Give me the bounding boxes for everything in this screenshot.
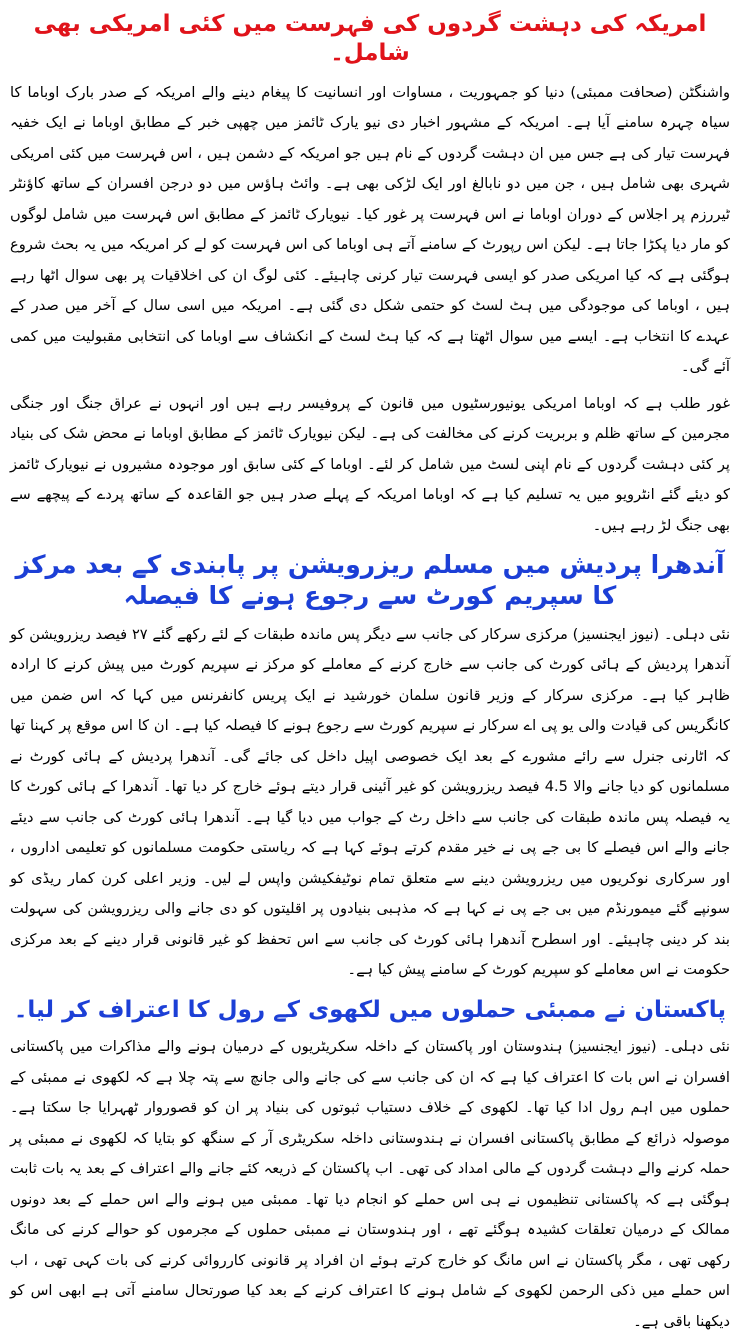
article-paragraph: نئی دہلی۔ (نیوز ایجنسیز) مرکزی سرکار کی جانب سے دیگر پس ماندہ طبقات کے لئے رکھے گئے ۲۷ فیصد ریزرویشن کو آندھرا پردیش کے ہائی کورٹ کی جانب سے خارج کرنے کے معاملے کو مرکز نے سپریم کورٹ میں پیش کرنے کا ارادہ ظاہر کیا ہے۔ مرکزی سرکار کے وزیر قانون سلمان خورشید نے ایک پریس کانفرنس میں کہا کہ اس ضمن میں کانگریس کی قیادت والی یو پی اے سرکار نے سپریم کورٹ سے رجوع ہونے کا فیصلہ کیا ہے۔ ان کا اس موقع پر کہنا تھا کہ اٹارنی جنرل سے رائے مشورے کے بعد ایک خصوصی اپیل داخل کی جائے گی۔ آندھرا پردیش کے ہائی کورٹ نے مسلمانوں کو دیا جانے والا 4.5 فیصد ریزرویشن کو غیر آئینی قرار دیتے ہوئے خارج کر دیا تھا۔ آندھرا کے ہائی کورٹ کا یہ فیصلہ پس ماندہ طبقات کی جانب سے داخل رٹ کے جواب میں دیا گیا ہے۔ آندھرا ہائی کورٹ کی جانب سے دیئے جانے والے اس فیصلے کا بی جے پی نے خیر مقدم کرتے ہوئے کہا ہے کہ ریاستی حکومت مسلمانوں کو تعلیمی اداروں ، اور سرکاری نوکریوں میں ریزرویشن دینے سے متعلق تمام نوٹیفکیشن واپس لے لیں۔ وزیر اعلی کرن کمار ریڈی کو سونپے گئے میمورنڈم میں بی جے پی نے کہا ہے کہ مذہبی بنیادوں پر اقلیتوں کو دی جانے والی ریزرویشن کی سہولت بند کر دینی چاہیئے۔ اور اسطرح آندھرا ہائی کورٹ کی جانب سے اس تحفظ کو غیر قانونی قرار دینے کے بعد مرکزی حکومت نے اس معاملے کو سپریم کورٹ کے سامنے پیش کیا ہے۔ [10,620,730,986]
article-paragraph: واشنگٹن (صحافت ممبئی) دنیا کو جمہوریت ، مساوات اور انسانیت کا پیغام دینے والے امریکہ کے صدر بارک اوباما کا سیاہ چہرہ سامنے آیا ہے۔ امریکہ کے مشہور اخبار دی نیو یارک ٹائمز میں چھپی خبر کے مطابق اوباما نے ایک خفیہ فہرست تیار کی ہے جس میں ان دہشت گردوں کے نام ہیں جو امریکہ کے دشمن ہیں ، اس فہرست میں کئی امریکی شہری بھی شامل ہیں ، جن میں دو نابالغ اور ایک لڑکی بھی ہے۔ وائٹ ہاؤس میں دو درجن افسران کے ساتھ کاؤنٹر ٹیررزم پر اجلاس کے دوران اوباما نے اس فہرست پر غور کیا۔ نیویارک ٹائمز کے مطابق اس فہرست میں شامل لوگوں کو مار دیا پکڑا جاتا ہے۔ لیکن اس رپورٹ کے سامنے آتے ہی اوباما کی اس فہرست کو لے کر امریکہ میں یہ بحث شروع ہوگئی ہے کہ کیا امریکی صدر کو ایسی فہرست تیار کرنی چاہیئے۔ کئی لوگ ان کی اخلاقیات پر بھی سوال اٹھا رہے ہیں ، اوباما کی موجودگی میں ہٹ لسٹ کو حتمی شکل دی گئی ہے۔ امریکہ میں اسی سال کے آخر میں صدر کے عہدے کا انتخاب ہے۔ ایسے میں سوال اٹھتا ہے کہ کیا ہٹ لسٹ کے انکشاف سے اوباما کی انتخابی مقبولیت میں کمی آئے گی۔ [10,78,730,383]
article-paragraph: غور طلب ہے کہ اوباما امریکی یونیورسٹیوں میں قانون کے پروفیسر رہے ہیں اور انہوں نے عراق جنگ اور جنگی مجرمین کے ساتھ ظلم و بربریت کرنے کی مخالفت کی ہے۔ لیکن نیویارک ٹائمز کے مطابق اوباما نے محض شک کی بنیاد پر کئی دہشت گردوں کے نام اپنی لسٹ میں شامل کر لئے۔ اوباما کے کئی سابق اور موجودہ مشیروں نے نیویارک ٹائمز کو دیئے گئے انٹرویو میں یہ تسلیم کیا ہے کہ اوباما امریکہ کے پہلے صدر ہیں جو القاعدہ کے ساتھ پردے کے پیچھے سے بھی جنگ لڑ رہے ہیں۔ [10,389,730,542]
headline-pakistan-lakhvi: پاکستان نے ممبئی حملوں میں لکھوی کے رول کا اعتراف کر لیا۔ [10,996,730,1025]
article-pakistan-lakhvi [10,996,730,1337]
headline-andhra-reservation: آندھرا پردیش میں مسلم ریزرویشن پر پابندی کے بعد مرکز کا سپریم کورٹ سے رجوع ہونے کا فیصلہ [10,549,730,612]
article-us-terror-list [10,10,730,541]
article-andhra-reservation [10,549,730,986]
headline-us-terror-list: امریکہ کی دہشت گردوں کی فہرست میں کئی امریکی بھی شامل۔ [10,10,730,68]
article-paragraph: نئی دہلی۔ (نیوز ایجنسیز) ہندوستان اور پاکستان کے داخلہ سکریٹریوں کے درمیان ہونے والے مذاکرات میں پاکستانی افسران نے اس بات کا اعتراف کیا ہے کہ ان کی جانب سے کی جانے والی جانچ سے پتہ چلا ہے کہ لکھوی نے ممبئی کے حملوں میں اہم رول ادا کیا تھا۔ لکھوی کے خلاف دستیاب ثبوتوں کی بنیاد پر ان کو قصوروار ٹھہرایا جا سکتا ہے۔ موصولہ ذرائع کے مطابق پاکستانی افسران نے ہندوستانی داخلہ سکریٹری آر کے سنگھ کو بتایا کہ لکھوی نے ممبئی پر حملہ کرنے والے دہشت گردوں کے مالی امداد کی تھی۔ اب پاکستان کے ذریعہ کئے جانے والے اعتراف کے بعد یہ بات ثابت ہوگئی ہے کہ پاکستانی تنظیموں نے ہی اس حملے کو انجام دیا تھا۔ ممبئی میں ہونے والے اس حملے کے بعد دونوں ممالک کے درمیان تعلقات کشیدہ ہوگئے تھے ، اور ہندوستان نے ممبئی حملوں کے مجرموں کو حوالے کرنے کی مانگ رکھی تھی ، مگر پاکستان نے اس مانگ کو خارج کرتے ہوئے ان افراد پر قانونی کارروائی کرنے کی بات کہی تھی ، اب اس حملے میں ذکی الرحمن لکھوی کے شامل ہونے کا اعتراف کرنے کے بعد کیا صورتحال سامنے آتی ہے ابھی اس کو دیکھنا باقی ہے۔ [10,1032,730,1337]
